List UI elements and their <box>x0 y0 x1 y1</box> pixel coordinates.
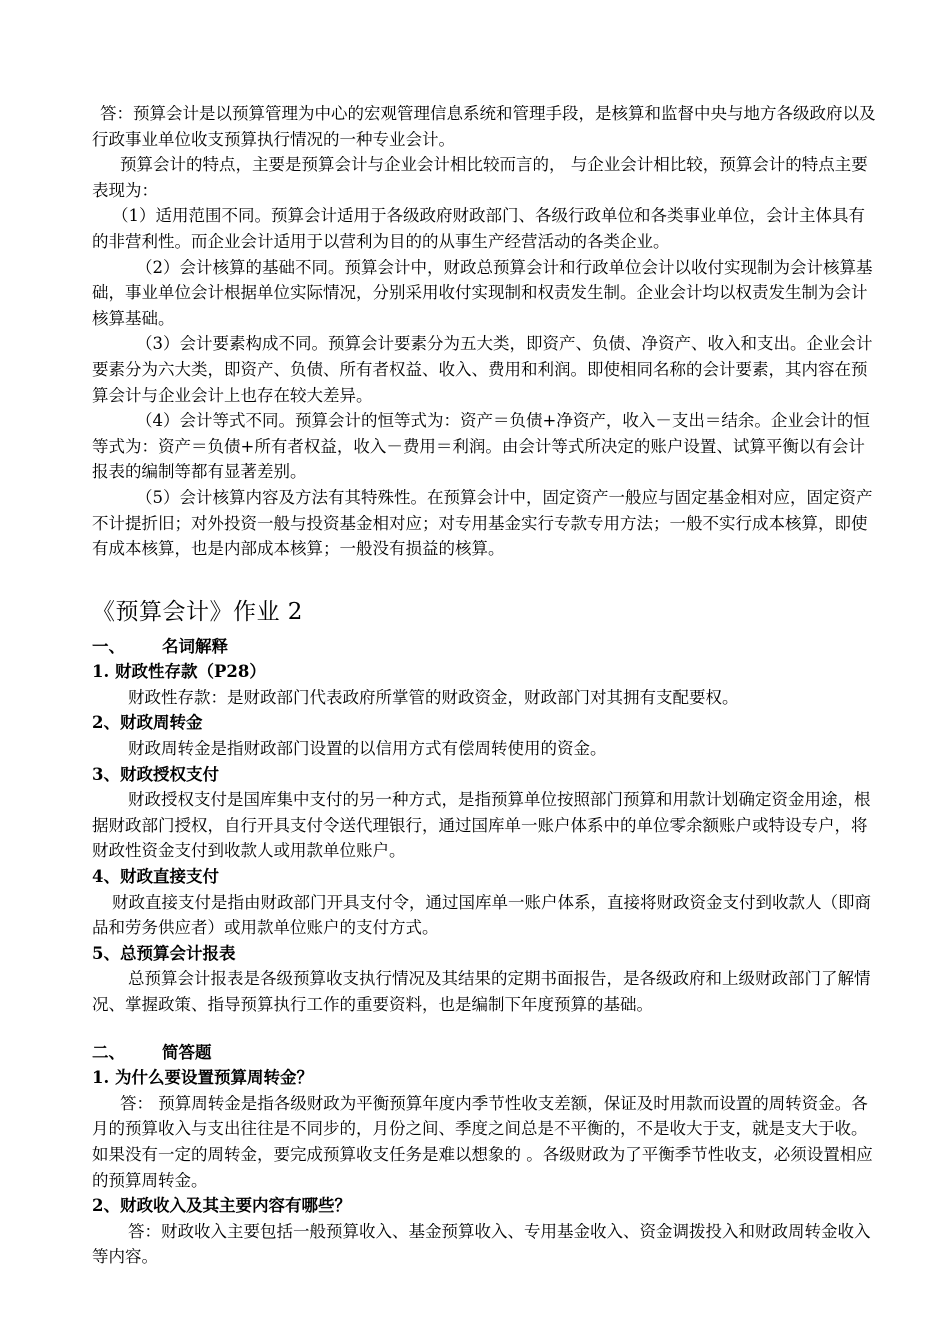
question-heading: 1. 为什么要设置预算周转金？ <box>92 1068 313 1088</box>
term-heading: 3、财政授权支付 <box>92 764 219 784</box>
section-number: 一、 <box>92 636 125 656</box>
term-body: 财政性存款：是财政部门代表政府所掌管的财政资金，财政部门对其拥有支配要权。 <box>128 687 739 707</box>
section-label: 名词解释 <box>162 636 228 656</box>
term-heading: 4、财政直接支付 <box>92 867 219 887</box>
intro-point-5: （5）会计核算内容及方法有其特殊性。在预算会计中，固定资产一般应与固定基金相对应，固定资产不计提折旧；对外投资一般与投资基金相对应；对专用基金实行专款专用方法；一般不实行成本核算，即使有成本核算，也是内部成本核算；一般没有损益的核算。 <box>92 487 873 559</box>
intro-point-1: （1）适用范围不同。预算会计适用于各级政府财政部门、各级行政单位和各类事业单位，会计主体具有的非营利性。而企业会计适用于以营利为目的的从事生产经营活动的各类企业。 <box>92 206 865 251</box>
intro-features: 预算会计的特点，主要是预算会计与企业会计相比较而言的， 与企业会计相比较，预算会计的特点主要表现为： <box>92 155 868 200</box>
term-heading: 1. 财政性存款（P28） <box>92 662 266 682</box>
term-body: 财政周转金是指财政部门设置的以信用方式有偿周转使用的资金。 <box>128 739 607 759</box>
term-body: 财政授权支付是国库集中支付的另一种方式，是指预算单位按照部门预算和用款计划确定资金用途，根据财政部门授权，自行开具支付令送代理银行，通过国库单一账户体系中的单位零余额账户或特设专户，将财政性资金支付到收款人或用款单位账户。 <box>92 790 871 861</box>
section-heading-terms <box>92 634 880 660</box>
intro-answer: 答：预算会计是以预算管理为中心的宏观管理信息系统和管理手段，是核算和监督中央与地方各级政府以及行政事业单位收支预算执行情况的一种专业会计。 <box>92 104 876 149</box>
section-heading-short-answer <box>92 1040 880 1066</box>
assignment-title: 《预算会计》作业 2 <box>92 598 303 625</box>
intro-point-4: （4）会计等式不同。预算会计的恒等式为：资产＝负债+净资产，收入－支出＝结余。企业会计的恒等式为：资产＝负债+所有者权益，收入－费用＝利润。由会计等式所决定的账户设置、试算平衡以有会计报表的编制等都有显著差别。 <box>92 411 870 482</box>
answer-body: 答： 预算周转金是指各级财政为平衡预算年度内季节性收支差额，保证及时用款而设置的周转资金。各月的预算收入与支出往往是不同步的，月份之间、季度之间总是不平衡的，不是收大于支，就是支大于收。如果没有一定的周转金，要完成预算收支任务是难以想象的 。各级财政为了平衡季节性收支，必须设置相应的预算周转金。 <box>92 1093 873 1190</box>
term-body: 财政直接支付是指由财政部门开具支付令，通过国库单一账户体系，直接将财政资金支付到收款人（即商品和劳务供应者）或用款单位账户的支付方式。 <box>92 892 871 938</box>
answer-body: 答：财政收入主要包括一般预算收入、基金预算收入、专用基金收入、资金调拨投入和财政周转金收入等内容。 <box>92 1221 871 1267</box>
term-heading: 5、总预算会计报表 <box>92 943 236 963</box>
term-heading: 2、财政周转金 <box>92 713 203 733</box>
section-label: 简答题 <box>162 1042 212 1062</box>
intro-point-3: （3）会计要素构成不同。预算会计要素分为五大类，即资产、负债、净资产、收入和支出。企业会计要素分为六大类，即资产、负债、所有者权益、收入、费用和利润。即使相同名称的会计要素，其内容在预算会计与企业会计上也存在较大差异。 <box>92 334 873 405</box>
term-body: 总预算会计报表是各级预算收支执行情况及其结果的定期书面报告，是各级政府和上级财政部门了解情况、掌握政策、指导预算执行工作的重要资料，也是编制下年度预算的基础。 <box>92 969 871 1014</box>
intro-point-2: （2）会计核算的基础不同。预算会计中，财政总预算会计和行政单位会计以收付实现制为会计核算基础，事业单位会计根据单位实际情况，分别采用收付实现制和权责发生制。企业会计均以权责发生制为会计核算基础。 <box>92 257 873 328</box>
section-number: 二、 <box>92 1042 125 1062</box>
question-heading: 2、财政收入及其主要内容有哪些？ <box>92 1196 351 1216</box>
